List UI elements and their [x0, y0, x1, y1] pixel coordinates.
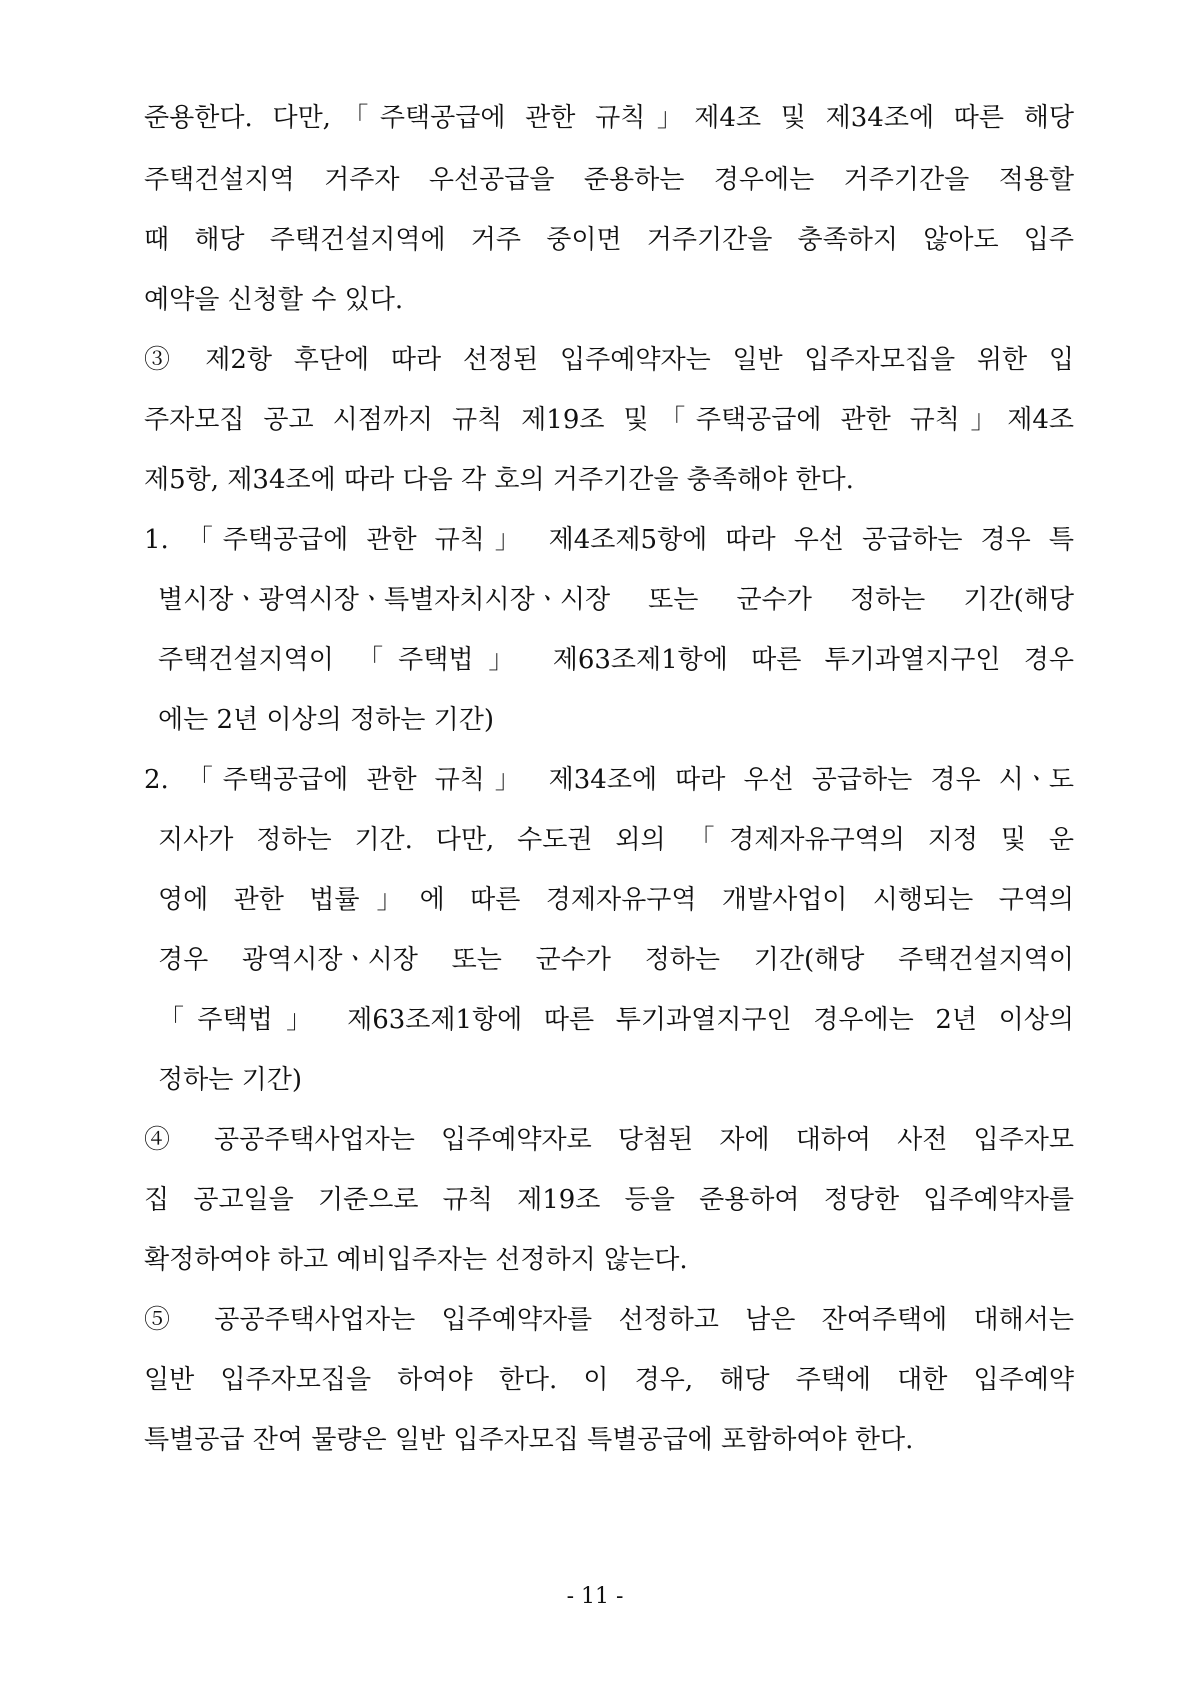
list-item-2-line: 경우 광역시장ㆍ시장 또는 군수가 정하는 기간(해당 주택건설지역이 — [158, 945, 1074, 975]
list-item-1-line: 주택건설지역이 「주택법」 제63조제1항에 따른 투기과열지구인 경우 — [158, 645, 1074, 675]
list-item-2-line: 「주택법」 제63조제1항에 따른 투기과열지구인 경우에는 2년 이상의 — [158, 1005, 1074, 1035]
body-text-line: 때 해당 주택건설지역에 거주 중이면 거주기간을 충족하지 않아도 입주 — [144, 225, 1074, 255]
body-text-line: 주택건설지역 거주자 우선공급을 준용하는 경우에는 거주기간을 적용할 — [144, 165, 1074, 195]
list-item-1-line: 에는 2년 이상의 정하는 기간) — [158, 705, 495, 735]
paragraph-3-line: 주자모집 공고 시점까지 규칙 제19조 및「주택공급에 관한 규칙」제4조 — [144, 405, 1074, 435]
list-item-1-line: 1. 「주택공급에 관한 규칙」 제4조제5항에 따라 우선 공급하는 경우 특 — [144, 525, 1074, 555]
paragraph-4-line: ④ 공공주택사업자는 입주예약자로 당첨된 자에 대하여 사전 입주자모 — [144, 1125, 1074, 1155]
paragraph-5-line: 특별공급 잔여 물량은 일반 입주자모집 특별공급에 포함하여야 한다. — [144, 1425, 914, 1455]
list-item-2-line: 정하는 기간) — [158, 1065, 302, 1095]
paragraph-5-line: 일반 입주자모집을 하여야 한다. 이 경우, 해당 주택에 대한 입주예약 — [144, 1365, 1074, 1395]
list-item-2-line: 영에 관한 법률」에 따른 경제자유구역 개발사업이 시행되는 구역의 — [158, 885, 1074, 915]
paragraph-5-line: ⑤ 공공주택사업자는 입주예약자를 선정하고 남은 잔여주택에 대해서는 — [144, 1305, 1074, 1335]
paragraph-3-line: 제5항, 제34조에 따라 다음 각 호의 거주기간을 충족해야 한다. — [144, 465, 854, 495]
list-item-2-line: 2. 「주택공급에 관한 규칙」 제34조에 따라 우선 공급하는 경우 시ㆍ도 — [144, 765, 1074, 795]
list-item-2-line: 지사가 정하는 기간. 다만, 수도권 외의 「경제자유구역의 지정 및 운 — [158, 825, 1074, 855]
paragraph-4-line: 집 공고일을 기준으로 규칙 제19조 등을 준용하여 정당한 입주예약자를 — [144, 1185, 1074, 1215]
body-text-line: 예약을 신청할 수 있다. — [144, 285, 404, 315]
paragraph-4-line: 확정하여야 하고 예비입주자는 선정하지 않는다. — [144, 1245, 688, 1275]
paragraph-3-line: ③ 제2항 후단에 따라 선정된 입주예약자는 일반 입주자모집을 위한 입 — [144, 345, 1074, 375]
body-text-line: 준용한다. 다만,「주택공급에 관한 규칙」제4조 및 제34조에 따른 해당 — [144, 103, 1074, 133]
page-number: - 11 - — [566, 1584, 624, 1609]
list-item-1-line: 별시장ㆍ광역시장ㆍ특별자치시장ㆍ시장 또는 군수가 정하는 기간(해당 — [158, 585, 1074, 615]
